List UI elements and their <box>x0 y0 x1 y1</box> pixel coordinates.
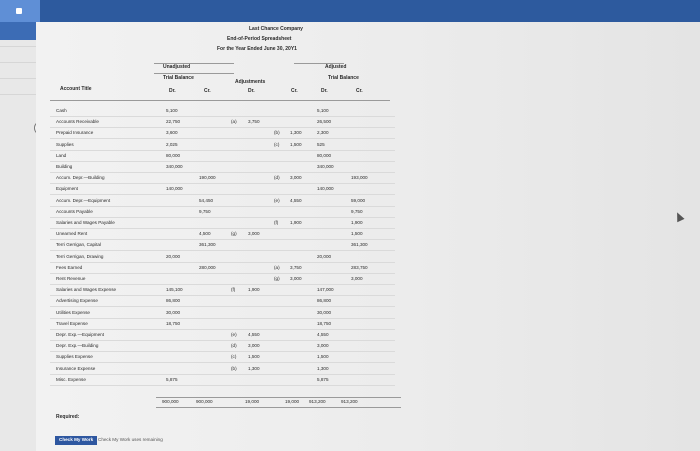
account-title: Accounts Payable <box>56 208 93 214</box>
account-title: Building <box>56 164 73 169</box>
adjustment-dr: 1,500 <box>248 354 260 360</box>
account-title: Supplies <box>56 141 74 147</box>
adjustment-cr: 1,300 <box>290 130 302 136</box>
adjusted-dr: 140,000 <box>317 186 334 192</box>
adjusted-dr: 1,500 <box>317 354 329 360</box>
unadjusted-dr: 5,100 <box>166 108 178 113</box>
left-panel-divider <box>0 78 36 79</box>
report-period: For the Year Ended June 30, 20Y1 <box>217 46 297 52</box>
left-panel-divider <box>0 46 36 47</box>
unadjusted-header: Unadjusted <box>163 64 191 70</box>
totals-rule <box>156 397 401 398</box>
adjusted-dr: 525 <box>317 141 325 147</box>
row-divider <box>50 273 395 274</box>
total-adjusted-dr: 913,200 <box>309 399 326 404</box>
adjusted-dr: 5,875 <box>317 376 329 382</box>
adjustments-dr-header: Dr. <box>248 88 255 94</box>
row-divider <box>50 351 395 352</box>
row-divider <box>50 340 395 341</box>
row-divider <box>50 116 395 117</box>
adjustment-dr-ref: (g) <box>231 231 237 237</box>
adjustments-cr-header: Cr. <box>291 88 298 94</box>
account-title: Accum. Depr.—Building <box>56 175 105 181</box>
adjusted-dr: 30,000 <box>317 309 332 315</box>
adjustment-dr: 1,300 <box>248 365 260 371</box>
spreadsheet <box>36 22 700 451</box>
browser-top-bar <box>0 0 700 22</box>
adjusted-dr: 20,000 <box>317 253 332 259</box>
adjusted-cr: 361,300 <box>351 242 368 248</box>
adjusted-cr: 1,500 <box>351 231 363 237</box>
unadjusted-trial-balance-header: Trial Balance <box>163 75 194 81</box>
row-divider <box>50 250 395 251</box>
adjustment-dr-ref: (a) <box>231 119 237 125</box>
account-title: Unearned Rent <box>56 231 88 237</box>
adjustments-header: Adjustments <box>235 79 266 85</box>
adjusted-dr: 80,000 <box>317 152 332 158</box>
unadjusted-cr: 9,750 <box>199 208 211 214</box>
required-label: Required: <box>56 414 80 420</box>
unadjusted-dr: 3,600 <box>166 130 178 136</box>
company-name: Last Chance Company <box>249 26 303 32</box>
totals-double-rule <box>156 407 401 408</box>
row-divider <box>50 127 395 128</box>
adjusted-dr: 2,300 <box>317 130 329 136</box>
adjustment-cr: 3,750 <box>290 264 302 270</box>
unadjusted-dr: 140,000 <box>166 186 183 192</box>
unadjusted-dr: 20,000 <box>166 253 181 259</box>
adjustment-dr: 3,000 <box>248 231 260 237</box>
adjustment-cr: 3,000 <box>290 276 302 281</box>
adjustment-dr: 4,550 <box>248 332 260 337</box>
adjusted-dr: 26,500 <box>317 119 332 125</box>
row-divider <box>50 217 395 218</box>
row-divider <box>50 362 395 363</box>
row-divider <box>50 306 395 307</box>
unadjusted-dr: 30,000 <box>166 309 181 315</box>
adjusted-cr: 9,750 <box>351 208 363 214</box>
adjustment-cr-ref: (c) <box>274 141 280 147</box>
adjusted-dr: 147,000 <box>317 287 334 293</box>
adjusted-cr-header: Cr. <box>356 88 363 94</box>
unadjusted-dr: 22,750 <box>166 119 181 125</box>
total-adjustments-dr: 19,000 <box>245 399 260 404</box>
adjustment-cr: 3,000 <box>290 175 302 181</box>
adjusted-dr: 1,300 <box>317 365 329 371</box>
unadjusted-dr: 18,750 <box>166 320 181 326</box>
row-divider <box>50 228 395 229</box>
unadjusted-cr: 280,000 <box>199 264 216 270</box>
check-my-work-button[interactable]: Check My Work <box>55 436 97 445</box>
adjusted-cr: 1,900 <box>351 220 363 225</box>
row-divider <box>50 329 395 330</box>
left-panel-divider <box>0 62 36 63</box>
left-panel <box>0 22 37 451</box>
row-divider <box>50 262 395 263</box>
account-title: Depr. Exp.—Building <box>56 343 99 349</box>
adjusted-dr-header: Dr. <box>321 88 328 94</box>
total-unadjusted-dr: 900,000 <box>162 399 179 404</box>
report-title: End-of-Period Spreadsheet <box>227 36 292 42</box>
account-title: Equipment <box>56 186 78 192</box>
row-divider <box>50 183 395 184</box>
unadjusted-dr: 80,000 <box>166 152 181 158</box>
adjusted-dr: 340,000 <box>317 164 334 169</box>
adjustment-dr: 3,750 <box>248 119 260 125</box>
adjusted-header: Adjusted <box>325 64 347 70</box>
account-title: Cash <box>56 108 67 113</box>
adjustment-cr-ref: (e) <box>274 197 280 203</box>
account-title: Accum. Depr.—Equipment <box>56 197 111 203</box>
account-title-header: Account Title <box>60 86 92 92</box>
unadjusted-dr: 5,875 <box>166 376 178 382</box>
account-title: Land <box>56 152 67 158</box>
unadjusted-cr: 4,500 <box>199 231 211 237</box>
adjustment-cr-ref: (d) <box>274 175 280 181</box>
adjusted-dr: 5,100 <box>317 108 329 113</box>
account-title: Salaries and Wages Payable <box>56 220 115 225</box>
account-title: Rent Revenue <box>56 276 86 281</box>
row-divider <box>50 284 395 285</box>
row-divider <box>50 318 395 319</box>
account-title: Salaries and Wages Expense <box>56 287 117 293</box>
total-adjustments-cr: 19,000 <box>285 399 300 404</box>
menu-icon[interactable] <box>16 8 22 14</box>
adjusted-cr: 3,000 <box>351 276 363 281</box>
adjusted-dr: 86,800 <box>317 298 332 304</box>
adjustment-cr-ref: (a) <box>274 264 280 270</box>
adjustment-cr: 1,900 <box>290 220 302 225</box>
account-title: Fees Earned <box>56 264 83 270</box>
total-unadjusted-cr: 900,000 <box>196 399 213 404</box>
adjustment-cr-ref: (b) <box>274 130 280 136</box>
adjusted-dr: 18,750 <box>317 320 332 326</box>
row-divider <box>50 385 395 386</box>
row-divider <box>50 239 395 240</box>
adjustment-dr: 3,000 <box>248 343 260 349</box>
account-title: Utilities Expense <box>56 309 90 315</box>
row-divider <box>50 150 395 151</box>
adjustment-cr: 1,500 <box>290 141 302 147</box>
unadjusted-dr: 2,025 <box>166 141 178 147</box>
account-title: Misc. Expense <box>56 376 86 382</box>
account-title: Accounts Receivable <box>56 119 99 125</box>
unadjusted-cr: 54,450 <box>199 197 214 203</box>
account-title: Depr. Exp.—Equipment <box>56 332 105 337</box>
row-divider <box>50 206 395 207</box>
header-rule <box>154 73 234 74</box>
adjusted-dr: 3,000 <box>317 343 329 349</box>
adjustment-dr-ref: (f) <box>231 287 236 293</box>
row-divider <box>50 295 395 296</box>
adjustment-dr-ref: (e) <box>231 332 237 337</box>
row-divider <box>50 138 395 139</box>
adjusted-cr: 59,000 <box>351 197 366 203</box>
unadjusted-dr: 86,800 <box>166 298 181 304</box>
adjustment-dr-ref: (d) <box>231 343 237 349</box>
adjustment-cr-ref: (f) <box>274 220 279 225</box>
left-panel-divider <box>0 94 36 95</box>
row-divider <box>50 172 395 173</box>
unadjusted-cr-header: Cr. <box>204 88 211 94</box>
account-title: Insurance Expense <box>56 365 96 371</box>
adjustment-cr-ref: (g) <box>274 276 280 281</box>
unadjusted-dr-header: Dr. <box>169 88 176 94</box>
account-title: Supplies Expense <box>56 354 93 360</box>
account-title: Travel Expense <box>56 320 88 326</box>
total-adjusted-cr: 913,200 <box>341 399 358 404</box>
adjusted-cr: 193,000 <box>351 175 368 181</box>
account-title: Prepaid Insurance <box>56 130 94 136</box>
adjustment-dr-ref: (c) <box>231 354 237 360</box>
unadjusted-cr: 190,000 <box>199 175 216 181</box>
account-title: Terri Gerrigan, Capital <box>56 242 101 248</box>
row-divider <box>50 374 395 375</box>
adjusted-dr: 4,550 <box>317 332 329 337</box>
adjusted-cr: 283,750 <box>351 264 368 270</box>
unadjusted-dr: 145,100 <box>166 287 183 293</box>
unadjusted-cr: 361,300 <box>199 242 216 248</box>
adjustment-cr: 4,550 <box>290 197 302 203</box>
row-divider <box>50 161 395 162</box>
left-panel-header <box>0 22 36 40</box>
unadjusted-dr: 340,000 <box>166 164 183 169</box>
header-bottom-rule <box>50 100 390 101</box>
account-title: Advertising Expense <box>56 298 98 304</box>
adjustment-dr-ref: (b) <box>231 365 237 371</box>
adjusted-trial-balance-header: Trial Balance <box>328 75 359 81</box>
check-my-work-note: Check My Work uses remaining <box>98 437 163 442</box>
adjustment-dr: 1,900 <box>248 287 260 293</box>
account-title: Terri Gerrigan, Drawing <box>56 253 104 259</box>
row-divider <box>50 194 395 195</box>
